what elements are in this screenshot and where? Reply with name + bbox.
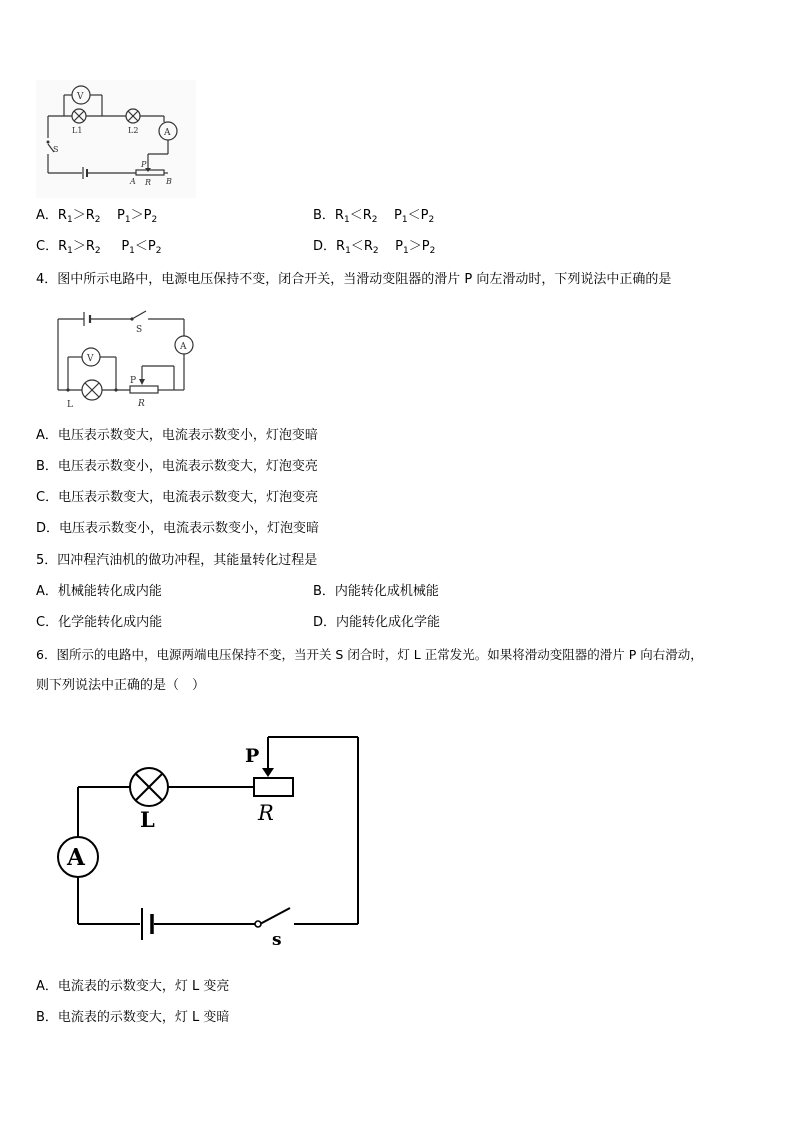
subscript: 1 — [67, 246, 73, 256]
subscript: 2 — [372, 246, 379, 256]
subscript: 1 — [343, 215, 350, 225]
q6-fig-p-label: P — [245, 745, 260, 767]
option-p1: P — [394, 208, 402, 223]
q4-fig-r-label: R — [138, 399, 145, 409]
option-p2: P — [143, 208, 152, 223]
option-r1: R — [334, 208, 344, 223]
subscript: 1 — [124, 215, 131, 225]
q3-fig-l1-label: L1 — [72, 126, 83, 135]
q3-circuit-svg — [36, 80, 196, 198]
option-r2: R — [362, 208, 372, 223]
q3-option-a — [36, 207, 157, 225]
q4-fig-voltmeter-label: V — [87, 354, 94, 364]
subscript: 1 — [66, 215, 73, 225]
q6-option-a: A．电流表的示数变大，灯 L 变亮 — [36, 979, 230, 994]
q6-stem-line2: 则下列说法中正确的是（ ） — [36, 678, 206, 693]
q4-fig-l-label: L — [67, 400, 73, 410]
relation: ＜ — [407, 208, 421, 223]
subscript: 2 — [428, 215, 435, 225]
q4-option-c: C．电压表示数变大，电流表示数变大，灯泡变亮 — [36, 490, 319, 505]
q4-fig-p-label: P — [130, 376, 137, 386]
q3-fig-l2-label: L2 — [128, 126, 139, 135]
option-letter: A． — [36, 208, 58, 223]
relation: ＜ — [134, 239, 148, 254]
q3-fig-a-end-label: A — [130, 177, 136, 186]
subscript: 1 — [401, 215, 408, 225]
option-letter: B． — [313, 208, 335, 223]
q6-stem-line1: 6．图所示的电路中，电源两端电压保持不变，当开关 S 闭合时，灯 L 正常发光。如果将滑动变阻器的滑片 P 向右滑动， — [36, 647, 703, 662]
option-r2: R — [85, 208, 95, 223]
q3-fig-r-label: R — [145, 178, 152, 187]
q6-fig-l-label: L — [140, 807, 155, 832]
q6-fig-switch-label: s — [272, 930, 282, 950]
q6-circuit-figure — [50, 730, 370, 952]
option-r1: R — [58, 239, 68, 254]
q3-option-d — [313, 238, 435, 256]
option-r1: R — [336, 239, 346, 254]
relation: ＞ — [72, 208, 86, 223]
q5-stem: 5．四冲程汽油机的做功冲程，其能量转化过程是 — [36, 553, 318, 568]
subscript: 2 — [429, 246, 436, 256]
q4-circuit-figure — [50, 306, 210, 410]
q6-fig-r-label: R — [258, 801, 274, 825]
q3-circuit-figure — [36, 80, 196, 198]
subscript: 2 — [94, 246, 101, 256]
q5-option-d: D．内能转化成化学能 — [313, 615, 441, 630]
subscript: 1 — [345, 246, 351, 256]
q6-circuit-svg — [50, 730, 370, 952]
relation: ＞ — [408, 239, 422, 254]
q4-option-d: D．电压表示数变小，电流表示数变小，灯泡变暗 — [36, 521, 320, 536]
option-r2: R — [363, 239, 373, 254]
q3-fig-b-end-label: B — [166, 177, 172, 186]
q3-fig-switch-label: S — [53, 145, 59, 154]
q4-fig-switch-label: S — [136, 325, 143, 335]
option-p2: P — [147, 239, 156, 254]
q5-option-c: C．化学能转化成内能 — [36, 615, 163, 630]
subscript: 2 — [94, 215, 101, 225]
subscript: 1 — [129, 246, 135, 256]
q4-stem: 4．图中所示电路中，电源电压保持不变，闭合开关，当滑动变阻器的滑片 P 向左滑动时，下列说法中正确的是 — [36, 272, 672, 287]
q3-fig-ammeter-label: A — [164, 128, 171, 138]
q3-option-c — [36, 238, 162, 256]
relation: ＞ — [72, 239, 86, 254]
option-r2: R — [85, 239, 95, 254]
option-p2: P — [420, 208, 429, 223]
relation: ＞ — [130, 208, 144, 223]
relation: ＜ — [350, 239, 364, 254]
q4-option-b: B．电压表示数变小，电流表示数变大，灯泡变亮 — [36, 459, 318, 474]
q5-option-a: A．机械能转化成内能 — [36, 584, 162, 599]
relation: ＜ — [349, 208, 363, 223]
q6-fig-ammeter-label: A — [67, 844, 85, 871]
option-r1: R — [57, 208, 67, 223]
subscript: 2 — [371, 215, 378, 225]
q6-option-b: B．电流表的示数变大，灯 L 变暗 — [36, 1010, 230, 1025]
option-p2: P — [421, 239, 430, 254]
option-p1: P — [395, 239, 403, 254]
q4-fig-ammeter-label: A — [180, 342, 187, 352]
q4-option-a: A．电压表示数变大，电流表示数变小，灯泡变暗 — [36, 428, 318, 443]
q4-circuit-svg — [50, 306, 210, 410]
q3-option-b — [313, 207, 434, 225]
subscript: 1 — [402, 246, 409, 256]
q5-option-b: B．内能转化成机械能 — [313, 584, 439, 599]
subscript: 2 — [151, 215, 158, 225]
option-p1: P — [121, 239, 130, 254]
option-letter: C． — [36, 239, 59, 254]
option-letter: D． — [313, 239, 337, 254]
q3-fig-voltmeter-label: V — [77, 92, 84, 102]
q3-fig-p-label: P — [141, 160, 147, 169]
subscript: 2 — [155, 246, 162, 256]
option-p1: P — [117, 208, 125, 223]
